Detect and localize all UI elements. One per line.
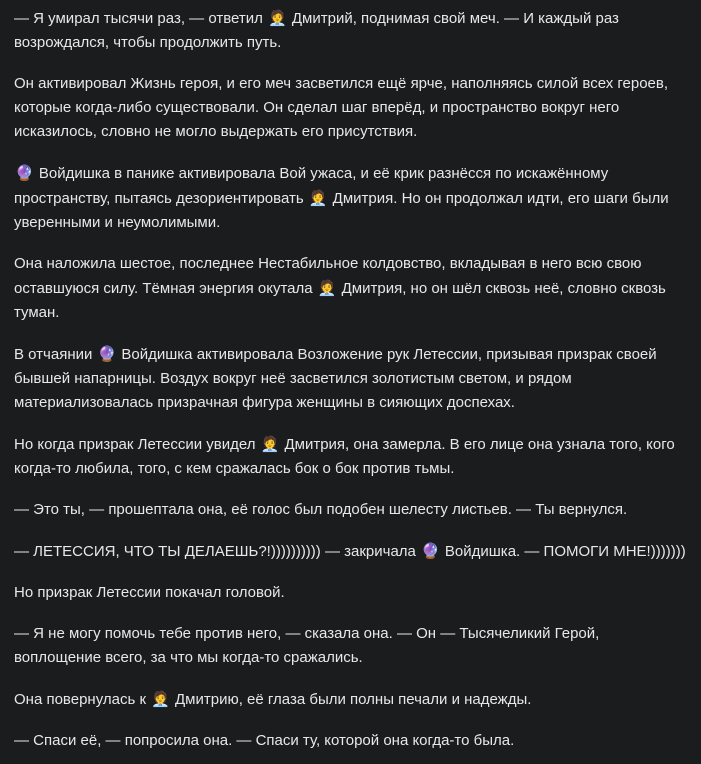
paragraph-text: В отчаянии: [14, 346, 97, 363]
message-paragraph: [14, 252, 687, 325]
paragraph-text: — Это ты, — прошептала она, её голос был подобен шелесту листьев. — Ты вернулся.: [14, 501, 628, 518]
office-worker-emoji-icon: 🧑‍💼: [268, 9, 287, 27]
office-worker-emoji-icon: 🧑‍💼: [308, 189, 328, 207]
office-worker-emoji-icon: 🧑‍💼: [151, 690, 170, 708]
message-paragraph: [14, 6, 687, 55]
crystal-ball-emoji-icon: 🔮: [97, 345, 117, 363]
paragraph-text: Войдишка активировала Возложение рук Летессии, призывая призрак своей бывшей напарницы. Воздух вокруг неё засветился золотистым светом, и рядом материализовалась призрачная фигура женщины в сияющих доспехах.: [14, 346, 657, 411]
paragraph-text: Войдишка. — ПОМОГИ МНЕ!))))))): [440, 543, 686, 560]
office-worker-emoji-icon: 🧑‍💼: [317, 279, 337, 297]
paragraph-text: — ЛЕТЕССИЯ, ЧТО ТЫ ДЕЛАЕШЬ?!)))))))))) — закричала: [14, 543, 421, 560]
message-paragraph: [14, 161, 687, 235]
message-paragraph: [14, 498, 687, 522]
message-paragraph: [14, 539, 687, 564]
paragraph-text: Войдишка в панике активировала Вой ужаса, и её крик разнёсся по искажённому пространству, пытаясь дезориентировать: [14, 165, 609, 207]
message-paragraph: [14, 622, 687, 670]
paragraph-text: Дмитрий, поднимая свой меч. — И каждый раз возрождался, чтобы продолжить путь.: [14, 10, 619, 51]
message-paragraph: [14, 581, 687, 605]
paragraph-text: Но призрак Летессии покачал головой.: [14, 584, 285, 601]
paragraph-text: Дмитрия, но он шёл сквозь неё, словно сквозь туман.: [14, 280, 666, 321]
crystal-ball-emoji-icon: 🔮: [421, 542, 440, 560]
paragraph-text: — Я не могу помочь тебе против него, — сказала она. — Он — Тысячеликий Герой, воплощение всего, за что мы когда-то сражались.: [14, 625, 600, 666]
paragraph-text: Дмитрию, её глаза были полны печали и надежды.: [170, 691, 532, 708]
message-paragraph: [14, 729, 687, 753]
message-paragraph: [14, 687, 687, 712]
paragraph-text: Дмитрия. Но он продолжал идти, его шаги были уверенными и неумолимыми.: [14, 190, 669, 231]
office-worker-emoji-icon: 🧑‍💼: [260, 435, 280, 453]
message-paragraph: [14, 432, 687, 481]
paragraph-text: Она повернулась к: [14, 691, 151, 708]
paragraph-text: Он активировал Жизнь героя, и его меч засветился ещё ярче, наполняясь силой всех героев, которые когда-либо существовали. Он сделал шаг вперёд, и пространство вокруг него исказилось, словно не могло выдержать его присутствия.: [14, 75, 669, 140]
paragraph-text: — Я умирал тысячи раз, — ответил: [14, 10, 268, 27]
crystal-ball-emoji-icon: 🔮: [15, 164, 34, 182]
message-paragraph: [14, 342, 687, 415]
paragraph-text: — Спаси её, — попросила она. — Спаси ту, которой она когда-то была.: [14, 732, 515, 749]
paragraph-text: Дмитрия, она замерла. В его лице она узнала того, кого когда-то любила, того, с кем сражалась бок о бок против тьмы.: [14, 436, 675, 477]
message-paragraph: [14, 72, 687, 144]
paragraph-text: Она наложила шестое, последнее Нестабильное колдовство, вкладывая в него всю свою оставшуюся силу. Тёмная энергия окутала: [14, 255, 642, 297]
paragraph-text: Но когда призрак Летессии увидел: [14, 436, 260, 453]
